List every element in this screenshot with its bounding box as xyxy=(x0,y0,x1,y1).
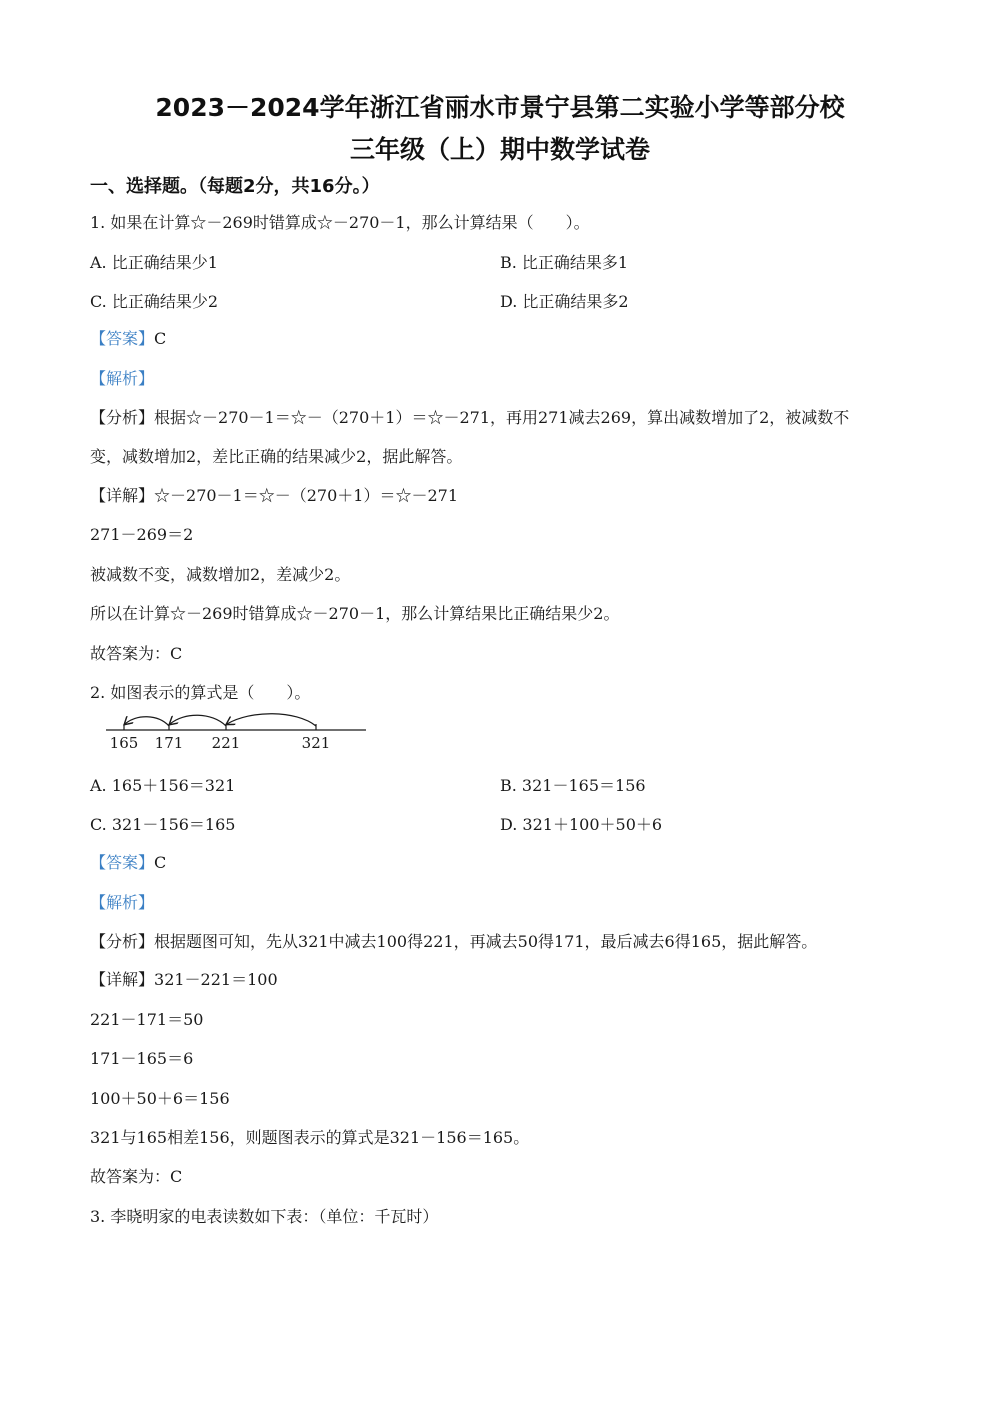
fenxi-tag: 【分析】 xyxy=(90,932,155,951)
jump-arrow-minus-100 xyxy=(227,714,316,726)
tick-label-321: 321 xyxy=(301,734,331,752)
q1-option-d: D. 比正确结果多2 xyxy=(500,292,629,311)
q1-xiangjie xyxy=(90,485,458,507)
q1-fenxi-line1 xyxy=(90,407,849,429)
q1-option-c: C. 比正确结果少2 xyxy=(90,292,219,311)
q2-step2: 171－165＝6 xyxy=(90,1049,194,1068)
q1-analysis-heading xyxy=(90,368,154,390)
q1-fenxi-text1: 根据☆－270－1＝☆－（270＋1）＝☆－271，再用271减去269，算出减数增加了2，被减数不 xyxy=(154,408,850,427)
q2-answer-value: C xyxy=(154,853,167,872)
exam-title-line1: 2023－2024学年浙江省丽水市景宁县第二实验小学等部分校 xyxy=(155,93,845,122)
q2-step4: 321与165相差156，则题图表示的算式是321－156＝165。 xyxy=(90,1128,530,1147)
q1-step1: 271－269＝2 xyxy=(90,525,194,544)
tick-label-165: 165 xyxy=(109,734,139,752)
xiangjie-tag: 【详解】 xyxy=(90,970,155,989)
q2-step1: 221－171＝50 xyxy=(90,1010,204,1029)
answer-tag: 【答案】 xyxy=(90,853,155,872)
tick-label-171: 171 xyxy=(154,734,184,752)
q1-xiangjie-text: ☆－270－1＝☆－（270＋1）＝☆－271 xyxy=(154,486,458,505)
q2-analysis-heading xyxy=(90,892,154,914)
q2-fenxi xyxy=(90,931,817,953)
q2-answer xyxy=(90,852,166,874)
q2-xiangjie-text: 321－221＝100 xyxy=(154,970,278,989)
xiangjie-tag: 【详解】 xyxy=(90,486,155,505)
q1-conclusion: 故答案为：C xyxy=(90,644,183,663)
q2-option-b: B. 321－165＝156 xyxy=(500,776,646,795)
q2-conclusion: 故答案为：C xyxy=(90,1167,183,1186)
q1-option-b: B. 比正确结果多1 xyxy=(500,253,629,272)
q3-stem: 3. 李晓明家的电表读数如下表：（单位：千瓦时） xyxy=(90,1207,439,1226)
q1-fenxi-line2: 变，减数增加2，差比正确的结果减少2，据此解答。 xyxy=(90,447,463,466)
jump-arrow-minus-50 xyxy=(170,715,226,726)
q1-option-a: A. 比正确结果少1 xyxy=(90,253,218,272)
analysis-tag: 【解析】 xyxy=(90,369,155,388)
analysis-tag: 【解析】 xyxy=(90,893,155,912)
q2-stem: 2. 如图表示的算式是（ ）。 xyxy=(90,683,311,702)
exam-title-line2: 三年级（上）期中数学试卷 xyxy=(349,135,650,164)
answer-tag: 【答案】 xyxy=(90,329,155,348)
q1-step3: 所以在计算☆－269时错算成☆－270－1，那么计算结果比正确结果少2。 xyxy=(90,604,620,623)
q1-answer xyxy=(90,328,166,350)
section-heading: 一、选择题。（每题2分，共16分。） xyxy=(90,176,380,197)
q1-stem: 1. 如果在计算☆－269时错算成☆－270－1，那么计算结果（ ）。 xyxy=(90,213,590,232)
q2-step3: 100＋50＋6＝156 xyxy=(90,1089,230,1108)
q2-option-a: A. 165＋156＝321 xyxy=(90,776,236,795)
jump-arrow-minus-6 xyxy=(125,717,169,726)
tick-label-221: 221 xyxy=(211,734,241,752)
q1-answer-value: C xyxy=(154,329,167,348)
q2-option-c: C. 321－156＝165 xyxy=(90,815,236,834)
q2-option-d: D. 321＋100＋50＋6 xyxy=(500,815,663,834)
number-line-figure xyxy=(100,706,370,752)
fenxi-tag: 【分析】 xyxy=(90,408,155,427)
q2-xiangjie xyxy=(90,969,278,991)
q2-fenxi-text: 根据题图可知，先从321中减去100得221，再减去50得171，最后减去6得165，据此解答。 xyxy=(154,932,818,951)
q1-step2: 被减数不变，减数增加2，差减少2。 xyxy=(90,565,351,584)
